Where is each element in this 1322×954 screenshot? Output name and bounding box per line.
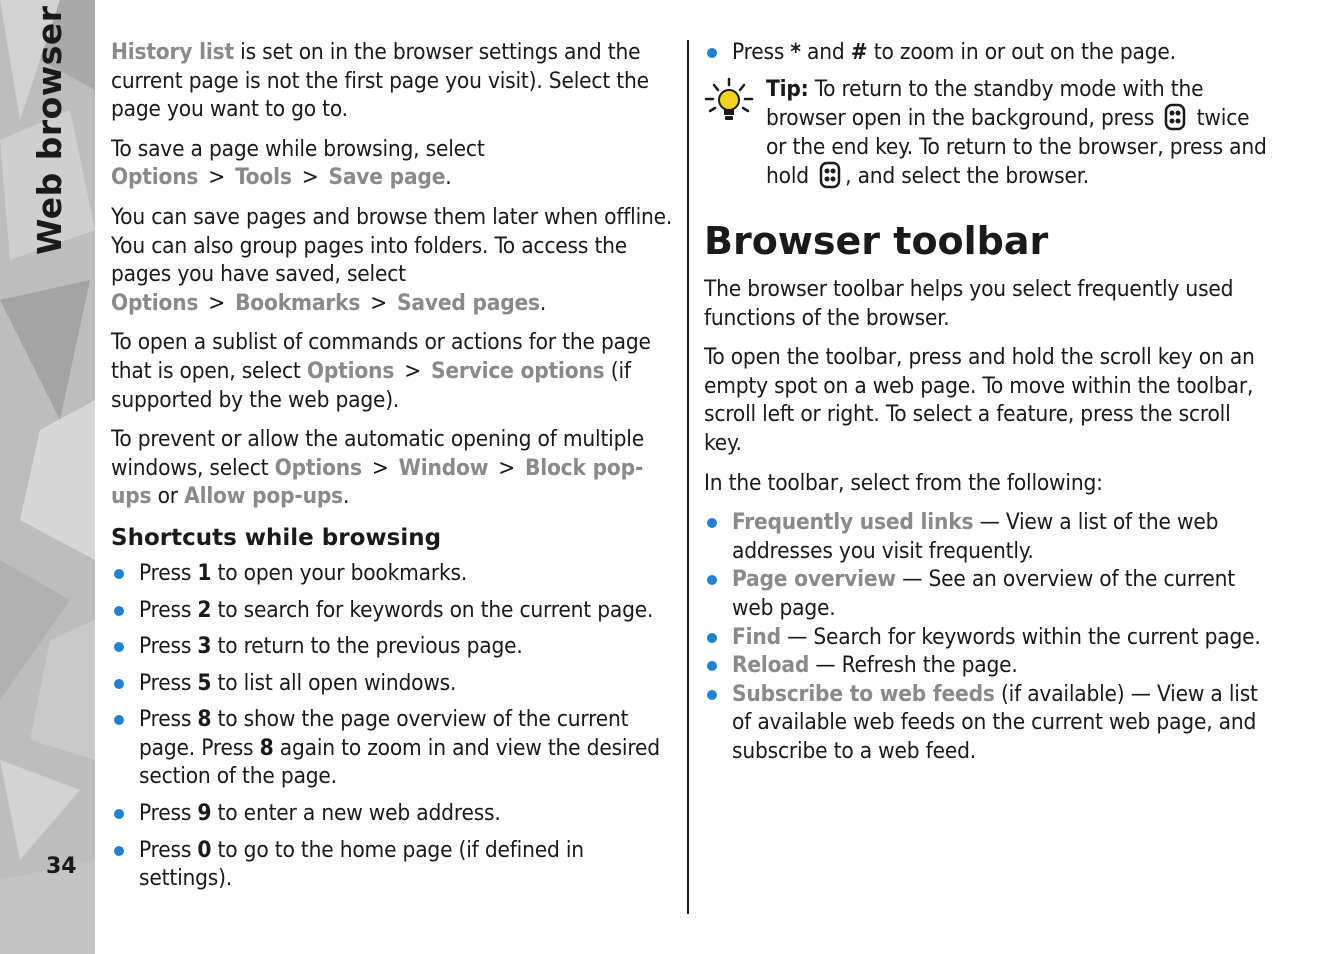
right-column bbox=[704, 38, 1274, 765]
tip-box bbox=[704, 75, 1274, 191]
zoom-list bbox=[704, 38, 1274, 67]
sidebar-decoration bbox=[0, 0, 95, 954]
bullet-icon bbox=[114, 642, 124, 652]
save-page-paragraph: To save a page while browsing, select Options > Tools > Save page. bbox=[111, 135, 485, 191]
left-column bbox=[111, 38, 676, 901]
list-item: Subscribe to web feeds (if available) — View a list of available web feeds on the current web page, and subscribe to a web feed. bbox=[704, 680, 1274, 766]
bullet-icon bbox=[707, 575, 717, 585]
list-item: Press 3 to return to the previous page. bbox=[111, 632, 676, 661]
bullet-icon bbox=[114, 679, 124, 689]
history-paragraph: History list is set on in the browser settings and the current page is not the first page you visit). Select the page you want to go to. bbox=[111, 39, 649, 123]
bullet-icon bbox=[707, 661, 717, 671]
tip-text: Tip: To return to the standby mode with the browser open in the background, press twice or the end key. To return to the browser, press and hold , and select the browser. bbox=[766, 75, 1267, 190]
shortcuts-heading: Shortcuts while browsing bbox=[111, 524, 442, 551]
shortcuts-list bbox=[111, 559, 676, 893]
list-item: Press 2 to search for keywords on the current page. bbox=[111, 596, 676, 625]
menu-key-icon bbox=[819, 161, 841, 189]
history-list-link: History list bbox=[111, 39, 234, 65]
bullet-icon bbox=[114, 715, 124, 725]
list-item: Reload — Refresh the page. bbox=[704, 651, 1274, 680]
bullet-icon bbox=[707, 690, 717, 700]
bullet-icon bbox=[707, 518, 717, 528]
bullet-icon bbox=[114, 569, 124, 579]
page-number: 34 bbox=[46, 854, 77, 879]
list-item: Frequently used links — View a list of the web addresses you visit frequently. bbox=[704, 508, 1274, 565]
list-item: Press 8 to show the page overview of the current page. Press 8 again to zoom in and view the desired section of the page. bbox=[111, 705, 676, 791]
list-item: Press 0 to go to the home page (if defined in settings). bbox=[111, 836, 676, 893]
toolbar-features-list bbox=[704, 508, 1274, 765]
lightbulb-icon bbox=[704, 77, 754, 125]
list-item: Find — Search for keywords within the current page. bbox=[704, 623, 1274, 652]
saved-pages-paragraph: You can save pages and browse them later when offline. You can also group pages into folders. To access the pages you have saved, select Options > Bookmarks > Saved pages. bbox=[111, 203, 673, 316]
section-title: Web browser bbox=[30, 5, 69, 255]
bullet-icon bbox=[114, 606, 124, 616]
list-item: Press 1 to open your bookmarks. bbox=[111, 559, 676, 588]
toolbar-open-instructions: To open the toolbar, press and hold the scroll key on an empty spot on a web page. To move within the toolbar, scroll left or right. To select a feature, press the scroll key. bbox=[704, 344, 1255, 456]
menu-options: Options bbox=[111, 164, 199, 191]
service-options-paragraph: To open a sublist of commands or actions for the page that is open, select Options > Service options (if supported by the web page). bbox=[111, 329, 651, 413]
menu-tools: Tools bbox=[235, 164, 292, 191]
bullet-icon bbox=[707, 633, 717, 643]
list-item: Press 5 to list all open windows. bbox=[111, 669, 676, 698]
popups-paragraph: To prevent or allow the automatic opening of multiple windows, select Options > Window > Block pop-ups or Allow pop-ups. bbox=[111, 426, 644, 510]
menu-save-page: Save page bbox=[328, 164, 446, 191]
browser-toolbar-heading: Browser toolbar bbox=[704, 218, 1049, 263]
list-item: Press 9 to enter a new web address. bbox=[111, 799, 676, 828]
tip-label: Tip: bbox=[766, 75, 809, 102]
list-item: Page overview — See an overview of the current web page. bbox=[704, 565, 1274, 622]
bullet-icon bbox=[114, 809, 124, 819]
bullet-icon bbox=[707, 48, 717, 58]
list-item: Press * and # to zoom in or out on the page. bbox=[704, 38, 1274, 67]
bullet-icon bbox=[114, 846, 124, 856]
column-divider bbox=[687, 40, 689, 914]
toolbar-select-intro: In the toolbar, select from the following: bbox=[704, 469, 1103, 496]
toolbar-intro: The browser toolbar helps you select frequently used functions of the browser. bbox=[704, 275, 1234, 331]
menu-key-icon bbox=[1164, 103, 1186, 131]
